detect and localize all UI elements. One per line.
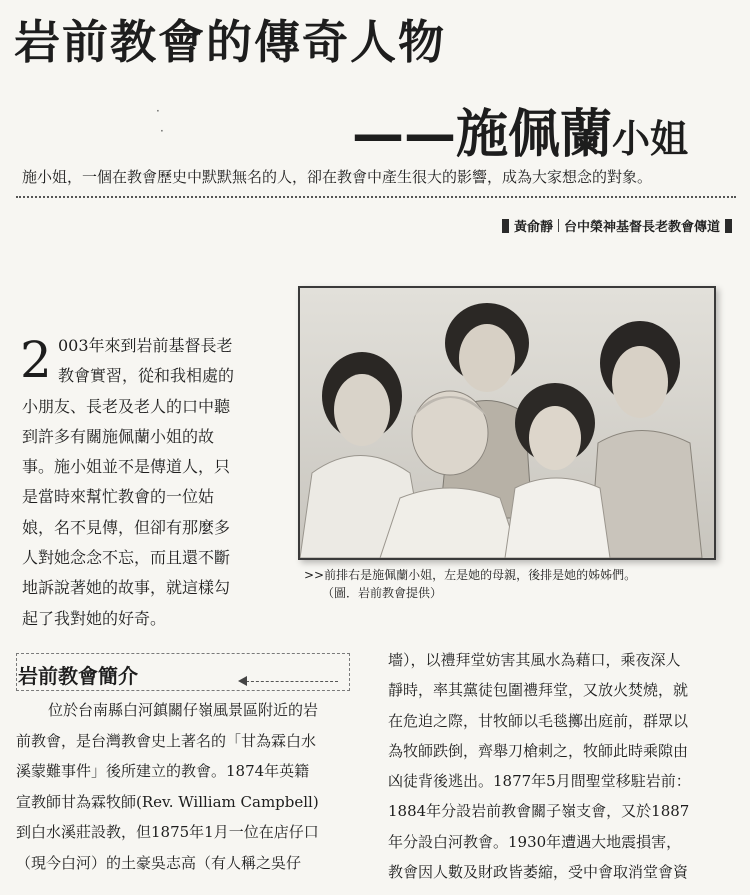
section-body-right [388, 645, 738, 887]
intro-line: 事。施小姐並不是傳道人，只 [22, 457, 231, 477]
author-byline [502, 216, 732, 235]
body-line: 宣教師甘為霖牧師(Rev. William Campbell) [16, 792, 319, 811]
arrow-left-icon [238, 676, 247, 686]
body-line: 在危迫之際，甘牧師以毛毯擲出庭前，群眾以 [388, 711, 689, 730]
author-org: 台中榮神基督長老教會傳道 [563, 220, 720, 235]
intro-line: 起了我對她的好奇。 [22, 608, 167, 628]
body-line: 教會因人數及財政皆萎縮，受中會取消堂會資 [388, 863, 689, 882]
body-line: 1884年分設岩前教會關子嶺支會，又於1887 [388, 802, 690, 821]
body-line: 位於台南縣白河鎮關仔嶺風景區附近的岩 [48, 701, 319, 719]
byline-separator [558, 219, 559, 232]
intro-line: 小朋友、長老及老人的口中聽 [22, 396, 231, 416]
intro-line: 003年來到岩前基督長老 [58, 336, 233, 355]
body-line: 靜時，率其黨徒包圍禮拜堂，又放火焚燒，就 [388, 681, 689, 700]
title-name: 施佩蘭 [456, 105, 613, 165]
family-photo-illustration [300, 288, 714, 558]
body-line: 年分設白河教會。1930年遭遇大地震損害， [388, 832, 682, 851]
byline-bar-icon [502, 219, 509, 233]
body-line: 墻），以禮拜堂妨害其風水為藉口，乘夜深人 [388, 651, 681, 669]
intro-line: 地訴說著她的故事，就這樣勾 [22, 578, 231, 598]
byline-bar-icon [725, 219, 732, 233]
author-name: 黃俞靜 [513, 220, 553, 235]
photo-caption [304, 566, 636, 602]
section-body-left [16, 695, 362, 878]
body-line: 前教會，是台灣教會史上著名的「甘為霖白水 [16, 731, 317, 750]
body-line: 為牧師跌倒，齊舉刀槍刺之，牧師此時乘隙由 [388, 741, 689, 760]
intro-paragraph [22, 331, 272, 634]
body-line: （現今白河）的土豪吳志高（有人稱之吳仔 [16, 853, 302, 872]
section-heading: 岩前教會簡介 [18, 664, 138, 688]
body-line: 溪蒙難事件」後所建立的教會。1874年英籍 [16, 762, 310, 780]
article-title-line1: 岩前教會的傳奇人物 [14, 15, 446, 69]
photo-caption-line1: >>前排右是施佩蘭小姐，左是她的母親，後排是她的姊姊們。 [304, 568, 637, 582]
print-speck: · [160, 124, 164, 138]
article-subtitle: 施小姐，一個在教會歷史中默默無名的人，卻在教會中產生很大的影響，成為大家想念的對象。 [22, 168, 653, 186]
family-photo [298, 286, 716, 560]
photo-caption-line2: （圖．岩前教會提供） [322, 586, 443, 600]
intro-dropcap: 2 [20, 331, 52, 389]
body-line: 凶徒背後逃出。1877年5月間聖堂移駐岩前： [388, 772, 691, 791]
intro-line: 教會實習，從和我相處的 [58, 366, 235, 386]
print-speck: · [156, 104, 160, 118]
title-suffix: 小姐 [612, 117, 689, 161]
intro-line: 人對她念念不忘，而且還不斷 [22, 548, 231, 568]
title-dash: —— [352, 105, 456, 165]
article-title-line2 [352, 92, 688, 167]
body-line: 到白水溪莊設教，但1875年1月一位在店仔口 [16, 823, 319, 841]
heading-arrow-line [246, 681, 338, 682]
intro-line: 是當時來幫忙教會的一位姑 [22, 487, 215, 507]
intro-line: 到許多有關施佩蘭小姐的故 [22, 426, 215, 446]
intro-line: 娘，名不見傳，但卻有那麼多 [22, 517, 231, 537]
dotted-divider [16, 196, 736, 198]
